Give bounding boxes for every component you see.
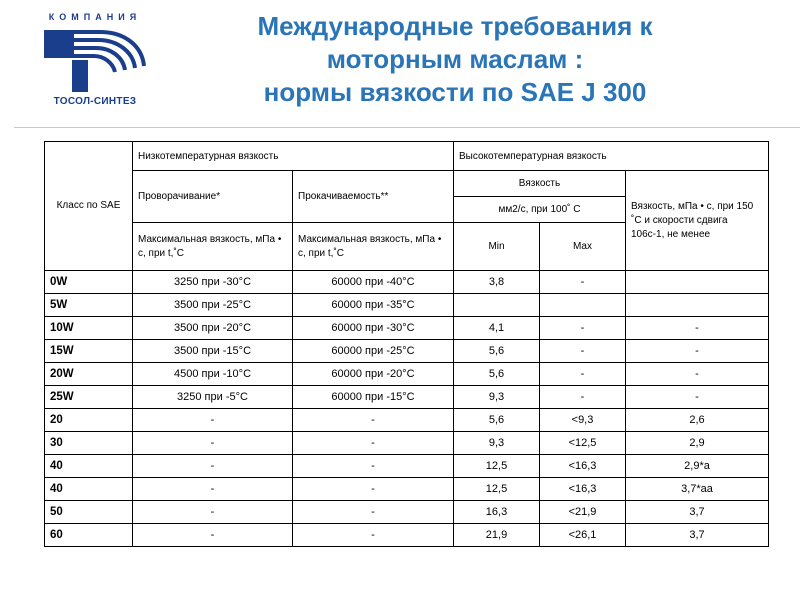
- sae-class-cell: 5W: [45, 294, 133, 317]
- max-cell: <21,9: [540, 501, 626, 524]
- max-cell: <16,3: [540, 478, 626, 501]
- pumping-cell: -: [293, 501, 454, 524]
- min-cell: 5,6: [454, 340, 540, 363]
- shear-cell: -: [626, 386, 769, 409]
- cranking-cell: -: [133, 524, 293, 547]
- pumping-cell: 60000 при -40°С: [293, 271, 454, 294]
- max-cell: <12,5: [540, 432, 626, 455]
- cranking-cell: -: [133, 409, 293, 432]
- title-line-2: моторным маслам :: [326, 44, 584, 74]
- table-row: [45, 363, 769, 386]
- min-cell: 16,3: [454, 501, 540, 524]
- table-row: [45, 317, 769, 340]
- min-cell: 21,9: [454, 524, 540, 547]
- table-row: [45, 340, 769, 363]
- max-cell: <16,3: [540, 455, 626, 478]
- shear-cell: [626, 271, 769, 294]
- title-line-3: нормы вязкости по SAE J 300: [263, 77, 647, 107]
- min-cell: 12,5: [454, 478, 540, 501]
- shear-cell: 3,7: [626, 524, 769, 547]
- max-cell: -: [540, 317, 626, 340]
- table-row: [45, 455, 769, 478]
- company-logo: [30, 12, 160, 112]
- min-cell: 3,8: [454, 271, 540, 294]
- sae-class-cell: 0W: [45, 271, 133, 294]
- table-row: [45, 432, 769, 455]
- header-viscosity-units: мм2/с, при 100˚ С: [454, 197, 626, 223]
- table-row: [45, 524, 769, 547]
- cranking-cell: -: [133, 432, 293, 455]
- logo-emblem-icon: [40, 26, 150, 94]
- header-low-temp: Низкотемпературная вязкость: [133, 142, 454, 171]
- header-max: Max: [540, 223, 626, 271]
- min-cell: 5,6: [454, 363, 540, 386]
- sae-class-cell: 15W: [45, 340, 133, 363]
- pumping-cell: 60000 при -30°С: [293, 317, 454, 340]
- header-shear-viscosity: Вязкость, мПа • с, при 150 ˚С и скорости сдвига 106с-1, не менее: [626, 171, 769, 271]
- shear-cell: 2,9: [626, 432, 769, 455]
- header-pumping: Прокачиваемость**: [293, 171, 454, 223]
- max-cell: <26,1: [540, 524, 626, 547]
- shear-cell: 2,6: [626, 409, 769, 432]
- pumping-cell: -: [293, 478, 454, 501]
- sae-class-cell: 60: [45, 524, 133, 547]
- table-row: [45, 478, 769, 501]
- cranking-cell: 3250 при -30°С: [133, 271, 293, 294]
- logo-top-text: КОМПАНИЯ: [48, 12, 142, 22]
- cranking-cell: 4500 при -10°С: [133, 363, 293, 386]
- sae-class-cell: 50: [45, 501, 133, 524]
- title-divider: [14, 127, 800, 128]
- cranking-cell: 3250 при -5°С: [133, 386, 293, 409]
- sae-class-cell: 30: [45, 432, 133, 455]
- header-viscosity: Вязкость: [454, 171, 626, 197]
- max-cell: -: [540, 271, 626, 294]
- min-cell: 12,5: [454, 455, 540, 478]
- header-cranking: Проворачивание*: [133, 171, 293, 223]
- shear-cell: -: [626, 340, 769, 363]
- cranking-cell: -: [133, 455, 293, 478]
- sae-class-cell: 40: [45, 478, 133, 501]
- max-cell: -: [540, 340, 626, 363]
- header-pumping-max: Максимальная вязкость, мПа • с, при t,˚С: [293, 223, 454, 271]
- pumping-cell: 60000 при -15°С: [293, 386, 454, 409]
- pumping-cell: 60000 при -20°С: [293, 363, 454, 386]
- logo-bottom-text: ТОСОЛ-СИНТЕЗ: [53, 96, 137, 107]
- min-cell: 5,6: [454, 409, 540, 432]
- cranking-cell: 3500 при -25°С: [133, 294, 293, 317]
- table-body: [45, 271, 769, 547]
- table-row: [45, 386, 769, 409]
- cranking-cell: 3500 при -20°С: [133, 317, 293, 340]
- min-cell: 9,3: [454, 432, 540, 455]
- max-cell: [540, 294, 626, 317]
- max-cell: <9,3: [540, 409, 626, 432]
- pumping-cell: -: [293, 409, 454, 432]
- header-high-temp: Высокотемпературная вязкость: [454, 142, 769, 171]
- cranking-cell: 3500 при -15°С: [133, 340, 293, 363]
- pumping-cell: -: [293, 524, 454, 547]
- min-cell: [454, 294, 540, 317]
- min-cell: 9,3: [454, 386, 540, 409]
- shear-cell: 3,7: [626, 501, 769, 524]
- sae-viscosity-table: [44, 141, 769, 547]
- shear-cell: -: [626, 363, 769, 386]
- max-cell: -: [540, 363, 626, 386]
- cranking-cell: -: [133, 501, 293, 524]
- shear-cell: [626, 294, 769, 317]
- sae-class-cell: 10W: [45, 317, 133, 340]
- sae-class-cell: 40: [45, 455, 133, 478]
- table-row: [45, 294, 769, 317]
- min-cell: 4,1: [454, 317, 540, 340]
- sae-class-cell: 25W: [45, 386, 133, 409]
- cranking-cell: -: [133, 478, 293, 501]
- header-sae-class: Класс по SAE: [45, 142, 133, 271]
- pumping-cell: -: [293, 432, 454, 455]
- shear-cell: 2,9*а: [626, 455, 769, 478]
- header-min: Min: [454, 223, 540, 271]
- sae-class-cell: 20W: [45, 363, 133, 386]
- page-title: [195, 10, 715, 109]
- table-row: [45, 501, 769, 524]
- shear-cell: 3,7*аа: [626, 478, 769, 501]
- sae-class-cell: 20: [45, 409, 133, 432]
- pumping-cell: 60000 при -35°С: [293, 294, 454, 317]
- table-row: [45, 409, 769, 432]
- table-row: [45, 271, 769, 294]
- title-line-1: Международные требования к: [257, 11, 653, 41]
- max-cell: -: [540, 386, 626, 409]
- shear-cell: -: [626, 317, 769, 340]
- header-cranking-max: Максимальная вязкость, мПа • с, при t,˚С: [133, 223, 293, 271]
- pumping-cell: -: [293, 455, 454, 478]
- pumping-cell: 60000 при -25°С: [293, 340, 454, 363]
